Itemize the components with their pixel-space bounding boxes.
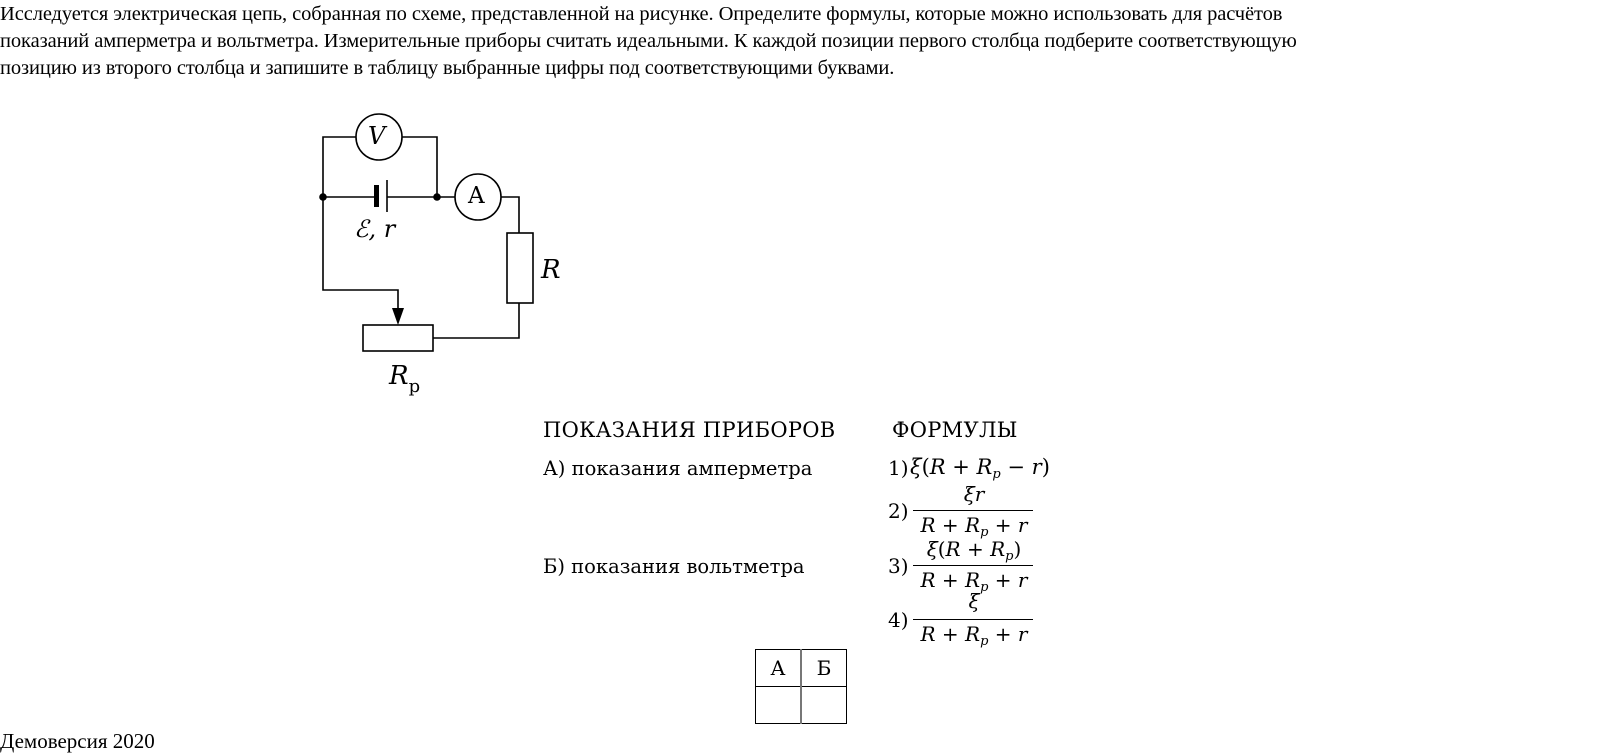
item-a-ammeter bbox=[543, 457, 812, 480]
footer-demo-version: Демоверсия 2020 bbox=[0, 729, 155, 753]
junction-dot-right bbox=[433, 193, 441, 201]
formulas-header: ФОРМУЛЫ bbox=[892, 418, 1018, 442]
formula-4 bbox=[913, 591, 1035, 651]
source-label: ℰ, r bbox=[354, 215, 396, 243]
answer-cell-a[interactable] bbox=[756, 687, 802, 724]
battery-negative-plate-icon bbox=[374, 185, 379, 207]
fraction-bar bbox=[913, 510, 1033, 511]
voltmeter-branch-wire bbox=[323, 137, 356, 197]
formula-1-xi: ξ bbox=[910, 455, 922, 479]
formula-1-number: 1) bbox=[888, 456, 909, 480]
task-line-1: Исследуется электрическая цепь, собранная по схеме, представленной на рисунке. Определите формулы, которые можно использовать для расчётов bbox=[0, 3, 1283, 25]
answer-table-value-row bbox=[756, 687, 847, 724]
rheostat-label-main: R bbox=[389, 361, 409, 391]
rheostat-label bbox=[389, 361, 421, 397]
formula-3 bbox=[913, 537, 1035, 597]
formula-4-number: 4) bbox=[888, 608, 909, 632]
formula-2-denominator: $R + R_p + r$ bbox=[920, 513, 1028, 540]
item-b-voltmeter bbox=[543, 555, 805, 578]
ammeter-label: A bbox=[468, 183, 485, 209]
resistor-label: R bbox=[541, 255, 561, 285]
answer-header-a: А bbox=[756, 650, 802, 687]
formula-3-numerator: $\xi(R + R_p)$ bbox=[926, 537, 1022, 564]
answer-cell-b[interactable] bbox=[801, 687, 847, 724]
formula-1: $\xi(R + R_p - r)$ bbox=[910, 455, 1050, 482]
rheostat-icon bbox=[363, 325, 433, 351]
item-b-text: показания вольтметра bbox=[571, 555, 805, 578]
junction-dot-left bbox=[319, 193, 327, 201]
formula-4-numerator: ξ bbox=[968, 589, 980, 613]
circuit-diagram bbox=[0, 0, 600, 400]
resistor-icon bbox=[507, 233, 533, 303]
item-a-letter: А) bbox=[543, 457, 566, 480]
instrument-readings-header: ПОКАЗАНИЯ ПРИБОРОВ bbox=[543, 418, 836, 442]
formula-2-numerator: ξr bbox=[963, 482, 985, 506]
task-line-3: позицию из второго столбца и запишите в таблицу выбранные цифры под соответствующими буквами. bbox=[0, 57, 895, 79]
formula-4-denominator: $R + R_p + r$ bbox=[920, 622, 1028, 649]
fraction-bar bbox=[913, 619, 1033, 620]
formula-3-number: 3) bbox=[888, 554, 909, 578]
rheostat-slider-arrow-icon bbox=[392, 308, 404, 325]
formula-3-denominator: $R + R_p + r$ bbox=[920, 568, 1028, 595]
voltmeter-label: V bbox=[368, 122, 386, 150]
formula-2 bbox=[913, 482, 1035, 542]
answer-header-b: Б bbox=[801, 650, 847, 687]
fraction-bar bbox=[913, 565, 1033, 566]
answer-table bbox=[755, 649, 847, 724]
formula-2-number: 2) bbox=[888, 499, 909, 523]
rheostat-label-subscript: р bbox=[408, 376, 421, 397]
item-a-text: показания амперметра bbox=[571, 457, 813, 480]
task-line-2: показаний амперметра и вольтметра. Измерительные приборы считать идеальными. К каждой позиции первого столбца подберите соответствующую bbox=[0, 30, 1297, 52]
item-b-letter: Б) bbox=[543, 555, 565, 578]
answer-table-header-row bbox=[756, 650, 847, 687]
